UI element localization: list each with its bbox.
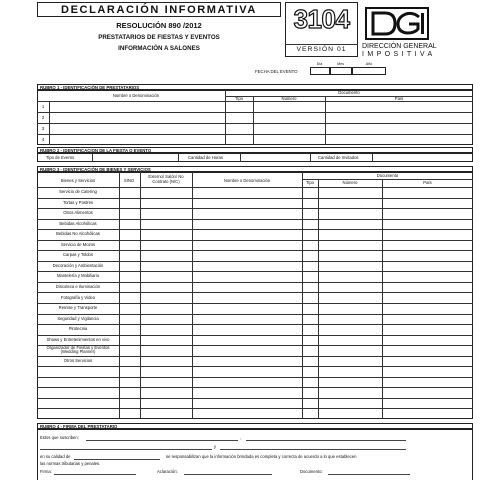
dgi-logo-mark	[367, 9, 427, 38]
documento-line[interactable]	[328, 474, 410, 475]
suscriben-label: Estos que suscriben:	[40, 435, 79, 440]
rubro3-item-label: Bebidas Alcohólicas	[59, 220, 97, 226]
rubro1-col-line	[225, 90, 226, 145]
rubro3-item-label: Fotografía y Video	[60, 294, 96, 300]
rubro3-item-label: Discoteca e Iluminación	[55, 283, 101, 289]
rubro3-col-line	[382, 179, 383, 419]
rubro3-item-label: Remise y Transporte	[58, 305, 98, 311]
rubro2-table	[37, 153, 473, 162]
firma-label: Firma:	[40, 469, 52, 474]
rubro1-row-line	[37, 112, 473, 113]
rubro3-item-label: Otros Alimentos	[63, 210, 93, 216]
rubro3-item-label	[37, 377, 119, 388]
rubro3-col-bienes: Bienes y Servicios	[60, 178, 96, 183]
rubro1-header-line	[37, 101, 473, 102]
form-title: DECLARACIÓN INFORMATIVA	[61, 4, 257, 16]
cantidad-horas-label: Cantidad de Horas	[188, 155, 223, 160]
rubro1-row-number: 3	[41, 126, 45, 131]
rubro3-item-label: Mantelería y Mobiliario	[56, 273, 100, 279]
suscriben-line-2[interactable]	[246, 440, 406, 441]
rubro3-col-externo: Externo/ Salón/ No Contrato (N/C)	[148, 174, 184, 184]
rubro1-title: RUBRO 1 - IDENTIFICACIÓN DE PRESTATARIOS	[37, 84, 473, 90]
rubro3-title: RUBRO 3 - IDENTIFICACIÓN DE BIENES Y SERVICIOS	[37, 166, 473, 172]
rubro3-item-label	[37, 366, 119, 377]
rubro3-item-label: Seguridad y Vigilancia	[57, 315, 99, 321]
aclaracion-line[interactable]	[184, 474, 272, 475]
rubro3-col-sino: SINO	[123, 178, 135, 183]
rubro2-divider	[372, 153, 373, 162]
rubro1-row-line	[37, 134, 473, 135]
rubro3-col-numero: Número	[342, 180, 358, 185]
rubro3-item-label: Shows y Entretenimientos en vivo	[46, 336, 110, 342]
resolution-label: RESOLUCIÓN 890 /2012	[116, 21, 202, 30]
rubro1-col-pais: País	[394, 96, 404, 101]
firma-line[interactable]	[54, 474, 136, 475]
rubro3-item-label: Tortas y Postres	[62, 199, 94, 205]
rubro2-divider	[92, 153, 93, 162]
form-number-divider	[285, 44, 358, 45]
rubro3-col-line	[318, 179, 319, 419]
responsabilizan-text: se responsabilizan que la información brindada es completa y correcta de acuerdo a lo que establecen	[166, 454, 357, 459]
rubro3-item-label	[37, 387, 119, 398]
form-number: 3104	[293, 4, 350, 34]
tipo-evento-label: Tipo de Evento	[46, 155, 75, 160]
rubro3-doc-divider	[302, 179, 473, 180]
rubro1-col-numero: Número	[281, 96, 297, 101]
suscriben-line-1[interactable]	[86, 440, 238, 441]
version-label: VERSIÓN 01	[296, 46, 347, 53]
subtitle-line-2: INFORMACIÓN A SALONES	[118, 45, 200, 52]
rubro3-item-label: Servicio de Mozos	[60, 241, 96, 247]
rubro3-col-pais: País	[423, 180, 432, 185]
aclaracion-label: Aclaración:	[157, 469, 178, 474]
normas-text: las normas tributarias y penales.	[40, 461, 101, 466]
calidad-label: en su calidad de	[40, 454, 71, 459]
rubro2-title: RUBRO 2 - IDENTIFICACION DE LA FIESTA O EVENTO	[37, 147, 473, 153]
rubro1-row-line	[37, 123, 473, 124]
rubro2-divider	[178, 153, 179, 162]
rubro3-item-label: Bebidas No Alcohólicas	[56, 231, 100, 237]
rubro1-col-name: Nombre o Denominación	[112, 93, 160, 98]
rubro3-col-name: Nombre o Denominación	[223, 178, 271, 183]
cantidad-invitados-label: Cantidad de Invitados	[318, 155, 359, 160]
suscriben-line-4[interactable]	[220, 449, 406, 450]
rubro3-item-label	[37, 408, 119, 419]
rubro1-col-line	[325, 96, 326, 145]
event-date-label: FECHA DEL EVENTO	[255, 69, 298, 74]
suscriben-line-3[interactable]	[40, 449, 212, 450]
rubro3-col-document: Documento	[376, 173, 399, 178]
rubro1-row-number: 1	[41, 104, 45, 109]
documento-label: Documento:	[300, 469, 323, 474]
agency-name-line-2: IMPOSITIVA	[362, 51, 436, 58]
rubro3-item-label: Servicio de Catering	[59, 189, 97, 195]
y-label: y	[214, 444, 217, 449]
date-year-field[interactable]	[352, 67, 386, 75]
agency-name-line-1: DIRECCIÓN GENERAL	[362, 43, 437, 50]
subtitle-line-1: PRESTATARIOS DE FIESTAS Y EVENTOS	[98, 34, 220, 41]
rubro1-col-document: Documento	[338, 90, 360, 95]
rubro1-num-col-line	[49, 101, 50, 145]
rubro1-row-number: 4	[41, 137, 45, 142]
rubro1-col-line	[253, 96, 254, 145]
rubro3-item-label	[37, 398, 119, 409]
rubro3-item-label: Pirotecnia	[68, 326, 88, 332]
dgi-logo	[365, 7, 429, 40]
rubro2-divider	[310, 153, 311, 162]
rubro1-row-number: 2	[41, 115, 45, 120]
calidad-line[interactable]	[74, 459, 160, 460]
separator-comma: ,	[240, 435, 242, 440]
rubro1-doc-divider	[225, 96, 473, 97]
rubro3-item-label: Otros Servicios	[63, 357, 93, 363]
rubro3-item-label: Organizador de Fiestas y Eventos (Wedding Planner)	[46, 345, 110, 355]
rubro4-title: RUBRO 4 - FIRMA DEL PRESTATARIO	[37, 423, 473, 429]
rubro1-col-tipo: Tipo	[235, 96, 243, 101]
rubro3-item-label: Decoración y Ambientación	[52, 262, 104, 268]
rubro3-col-tipo: Tipo	[306, 180, 314, 185]
date-day-label: Día	[316, 62, 323, 66]
rubro2-divider	[240, 153, 241, 162]
date-month-label: Mes	[337, 62, 344, 66]
date-month-field[interactable]	[330, 67, 352, 75]
date-day-field[interactable]	[310, 67, 330, 75]
rubro3-item-label: Carpas y Toldos	[63, 252, 93, 258]
date-year-label: Año	[365, 62, 373, 66]
